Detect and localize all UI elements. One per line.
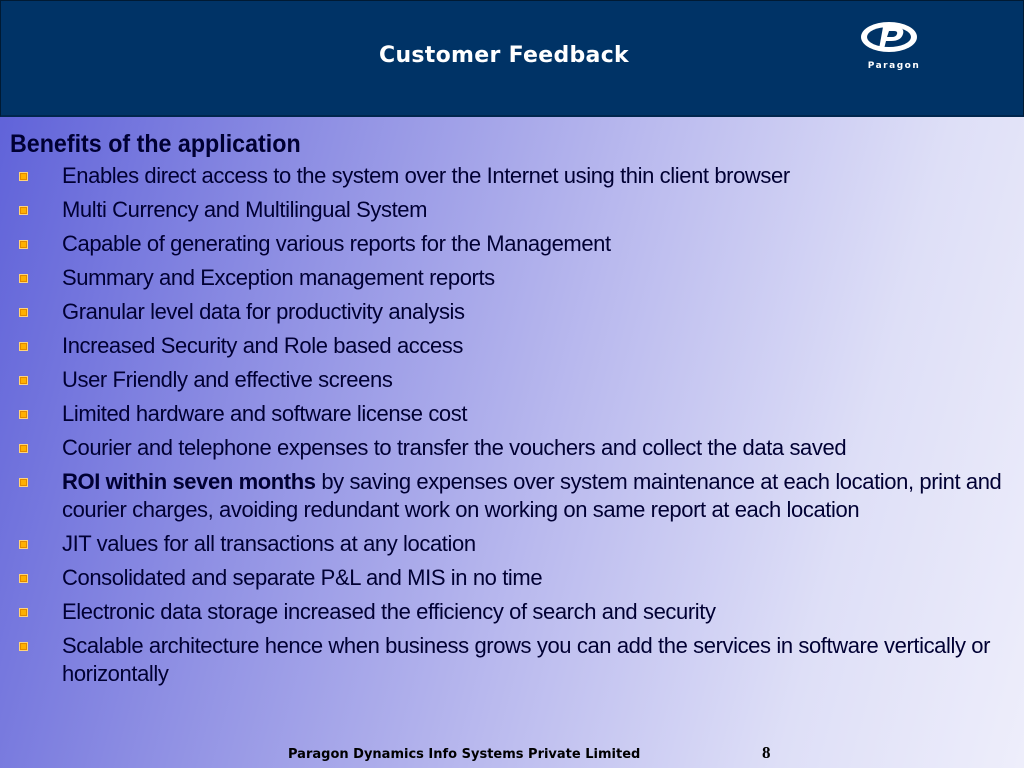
slide-header <box>0 0 1024 117</box>
list-item: Scalable architecture hence when business grows you can add the services in software vertically or horizontally <box>10 632 1010 688</box>
bullet-icon <box>19 642 28 651</box>
benefits-list <box>10 162 1010 688</box>
section-heading: Benefits of the application <box>10 130 301 158</box>
footer-company-name: Paragon Dynamics Info Systems Private Limited <box>288 747 641 762</box>
list-item: Capable of generating various reports for the Management <box>10 230 1010 258</box>
bullet-icon <box>19 478 28 487</box>
list-item: Granular level data for productivity analysis <box>10 298 1010 326</box>
logo-wordmark: Paragon <box>867 61 921 71</box>
roi-lead-text: ROI within seven months <box>62 469 316 494</box>
bullet-icon <box>19 540 28 549</box>
bullet-icon <box>19 172 28 181</box>
list-item: User Friendly and effective screens <box>10 366 1010 394</box>
slide-title: Customer Feedback <box>379 43 629 68</box>
list-item: Consolidated and separate P&L and MIS in no time <box>10 564 1010 592</box>
page-number: 8 <box>762 743 771 762</box>
list-item: Electronic data storage increased the efficiency of search and security <box>10 598 1010 626</box>
list-item: Limited hardware and software license cost <box>10 400 1010 428</box>
bullet-icon <box>19 240 28 249</box>
bullet-icon <box>19 308 28 317</box>
slide-content <box>10 130 1010 694</box>
list-item: JIT values for all transactions at any location <box>10 530 1010 558</box>
bullet-icon <box>19 342 28 351</box>
bullet-icon <box>19 274 28 283</box>
list-item: Increased Security and Role based access <box>10 332 1010 360</box>
list-item: Multi Currency and Multilingual System <box>10 196 1010 224</box>
list-item: Enables direct access to the system over the Internet using thin client browser <box>10 162 1010 190</box>
bullet-icon <box>19 608 28 617</box>
bullet-icon <box>19 444 28 453</box>
list-item: ROI within seven months by saving expenses over system maintenance at each location, print and courier charges, avoiding redundant work on working on same report at each location <box>10 468 1010 524</box>
bullet-icon <box>19 376 28 385</box>
list-item: Summary and Exception management reports <box>10 264 1010 292</box>
paragon-logo-icon <box>859 19 929 59</box>
list-item: Courier and telephone expenses to transfer the vouchers and collect the data saved <box>10 434 1010 462</box>
bullet-icon <box>19 206 28 215</box>
bullet-icon <box>19 410 28 419</box>
paragon-logo <box>859 19 929 79</box>
bullet-icon <box>19 574 28 583</box>
